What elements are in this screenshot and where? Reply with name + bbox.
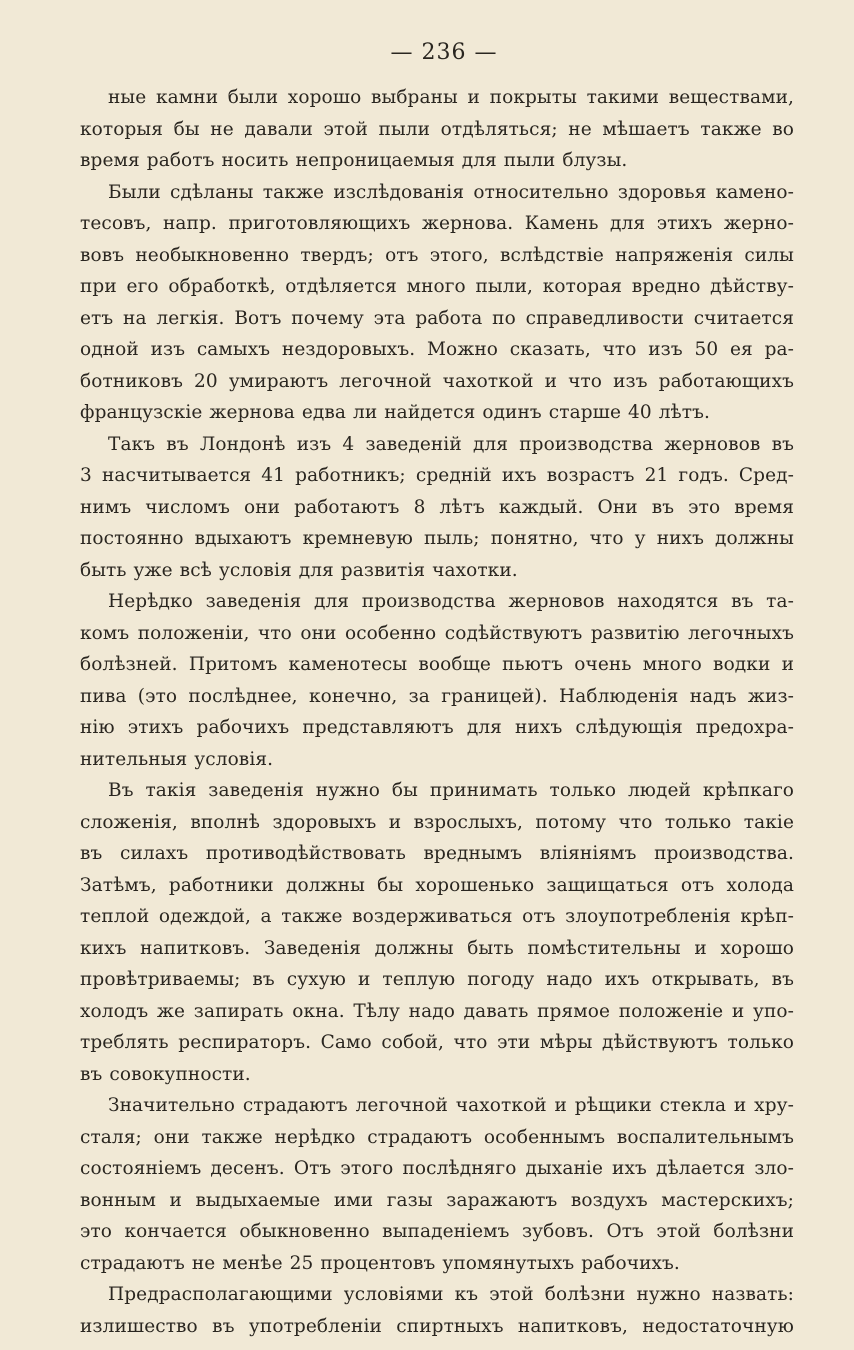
text-line: комъ положеніи, что они особенно содѣйствуютъ развитію легочныхъ [80,622,794,644]
text-line: Такъ въ Лондонѣ изъ 4 заведеній для производства жерновов въ [108,433,794,455]
text-line: быть уже всѣ условія для развитія чахотки. [80,559,518,581]
text-line: въ силахъ противодѣйствовать вреднымъ вліяніямъ производства. [80,843,794,864]
text-line: Предрасполагающими условіями къ этой болѣзни нужно назвать: [108,1284,794,1305]
paragraph [80,1090,794,1279]
paragraph [80,1279,794,1342]
text-line: вонным и выдыхаемые ими газы заражаютъ воздухъ мастерскихъ; [80,1189,794,1211]
paragraph [80,775,794,1090]
text-line: нимъ числомъ они работаютъ 8 лѣтъ каждый. Они въ это время [80,496,794,518]
text-line: въ совокупности. [80,1063,251,1085]
text-line: пива (это послѣднее, конечно, за границей). Наблюденія надъ жиз- [80,685,794,707]
text-line: нительныя условія. [80,748,274,770]
text-line: вовъ необыкновенно твердъ; отъ этого, вслѣдствіе напряженія силы [80,244,794,266]
text-line: французскіе жернова едва ли найдется одинъ старше 40 лѣтъ. [80,402,710,423]
text-line: Значительно страдаютъ легочной чахоткой и рѣщики стекла и хру- [108,1095,794,1116]
text-line: страдаютъ не менѣе 25 процентовъ упомянутыхъ рабочихъ. [80,1252,680,1274]
text-line: излишество въ употребленіи спиртныхъ напитковъ, недостаточную [80,1315,794,1337]
text-line: холодъ же запирать окна. Тѣлу надо давать прямое положеніе и упо- [80,1000,794,1022]
text-line: при его обработкѣ, отдѣляется много пыли, которая вредно дѣйству- [80,276,794,297]
text-line: 3 насчитывается 41 работникъ; средній ихъ возрастъ 21 годъ. Сред- [80,465,794,486]
text-line: состояніемъ десенъ. Отъ этого послѣдняго дыханіе ихъ дѣлается зло- [80,1158,794,1179]
text-line: одной изъ самыхъ нездоровыхъ. Можно сказать, что изъ 50 ея ра- [80,339,794,360]
text-line: это кончается обыкновенно выпаденіемъ зубовъ. Отъ этой болѣзни [80,1221,794,1242]
text-line: Въ такія заведенія нужно бы принимать только людей крѣпкаго [108,780,794,801]
text-line: Затѣмъ, работники должны бы хорошенько защищаться отъ холода [80,874,794,896]
text-line: кихъ напитковъ. Заведенія должны быть помѣстительны и хорошо [80,937,794,959]
text-line: болѣзней. Притомъ каменотесы вообще пьютъ очень много водки и [80,654,794,675]
text-line: теплой одеждой, а также воздерживаться отъ злоупотребленія крѣп- [80,906,794,927]
page-number: — 236 — [390,40,498,65]
text-line: треблять респираторъ. Само собой, что эти мѣры дѣйствуютъ только [80,1032,794,1053]
text-line: постоянно вдыхаютъ кремневую пыль; понятно, что у нихъ должны [80,528,794,549]
text-line: ботниковъ 20 умираютъ легочной чахоткой и что изъ работающихъ [80,370,794,392]
paragraph [80,586,794,775]
text-body [80,82,794,1342]
text-line: время работъ носить непроницаемыя для пыли блузы. [80,150,628,171]
text-line: сложенія, вполнѣ здоровыхъ и взрослыхъ, потому что только такіе [80,811,794,833]
text-line: сталя; они также нерѣдко страдаютъ особеннымъ воспалительнымъ [80,1126,794,1148]
text-line: которыя бы не давали этой пыли отдѣляться; не мѣшаетъ также во [80,118,794,140]
text-line: нію этихъ рабочихъ представляютъ для нихъ слѣдующія предохра- [80,717,794,738]
text-line: ные камни были хорошо выбраны и покрыты такими веществами, [108,87,794,108]
text-line: Были сдѣланы также изслѣдованія относительно здоровья камено- [108,181,794,203]
text-line: Нерѣдко заведенія для производства жерновов находятся въ та- [108,591,794,612]
paragraph [80,82,794,177]
paragraph [80,177,794,429]
text-line: тесовъ, напр. приготовляющихъ жернова. Камень для этихъ жерно- [80,213,794,234]
paragraph [80,429,794,587]
text-line: етъ на легкія. Вотъ почему эта работа по справедливости считается [80,307,794,329]
text-line: провѣтриваемы; въ сухую и теплую погоду надо ихъ открывать, въ [80,969,794,990]
